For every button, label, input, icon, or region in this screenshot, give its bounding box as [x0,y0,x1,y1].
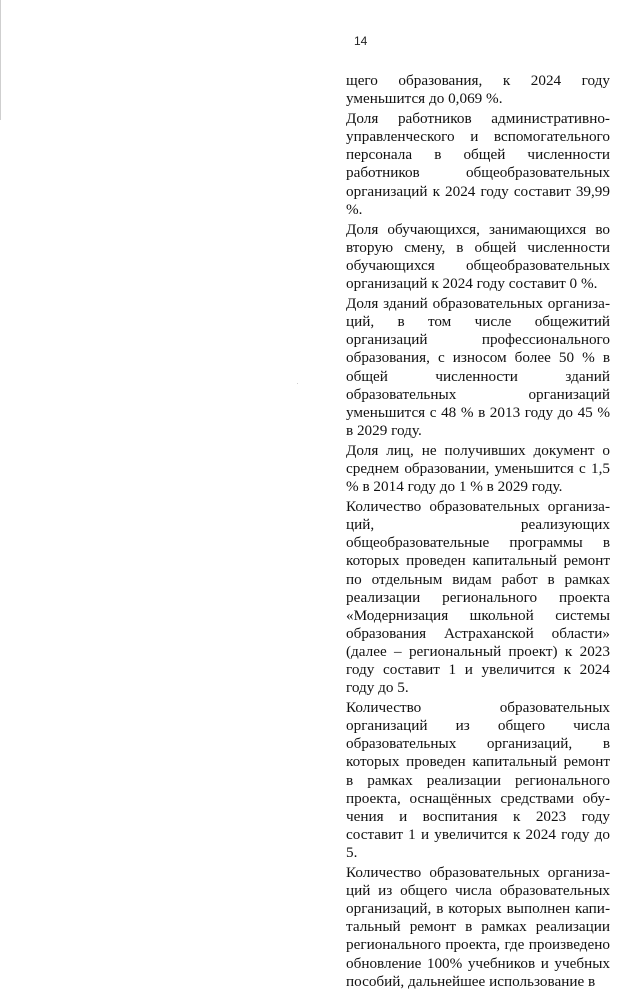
scan-dust-mark [297,383,298,384]
paragraph-equipped-organizations-count: Количество образовательных организаций из общего числа образовательных организаций, в которых проведен капитальный ремонт в рамках реализации регионального проекта, оснащённых средствами обучения и воспитания к 2023 году составит 1 и увеличится к 2024 году до 5. [346,699,610,861]
document-body [346,72,610,993]
paragraph-capital-repair-count: Количество образовательных организаций, реализующих общеобразовательные программы в которых проведен капитальный ремонт по отдельным видам работ в рамках реализации регионального проекта «Модернизация школьной системы образования Астраханской области» (далее – региональный проект) к 2023 году составит 1 и увеличится к 2024 году до 5. [346,498,610,697]
scan-edge-mark [0,0,1,120]
paragraph-second-shift-share: Доля обучающихся, занимающихся во вторую смену, в общей численности обучающихся общеобразовательных организаций к 2024 году составит 0 %. [346,220,610,293]
paragraph-admin-staff-share: Доля работников административно-управленческого и вспомогательного персонала в общей численности работников общеобразовательных организаций к 2024 году составит 39,99 %. [346,110,610,218]
paragraph-textbook-update-count: Количество образовательных организаций из общего числа образовательных организаций, в которых выполнен капитальный ремонт в рамках реализации регионального проекта, где произведено обновление 100% учебников и учебных пособий, дальнейшее использование в [346,864,610,990]
paragraph-no-diploma-share: Доля лиц, не получивших документ о среднем образовании, уменьшится с 1,5 % в 2014 году до 1 % в 2029 году. [346,441,610,496]
paragraph-education-decrease: щего образования, к 2024 году уменьшится до 0,069 %. [346,72,610,108]
page-number: 14 [354,34,368,48]
paragraph-building-wear-share: Доля зданий образовательных организаций, в том числе общежитий организаций профессионального образования, с износом более 50 % в общей численности зданий образовательных организаций уменьшится с 48 % в 2013 году до 45 % в 2029 году. [346,295,610,439]
